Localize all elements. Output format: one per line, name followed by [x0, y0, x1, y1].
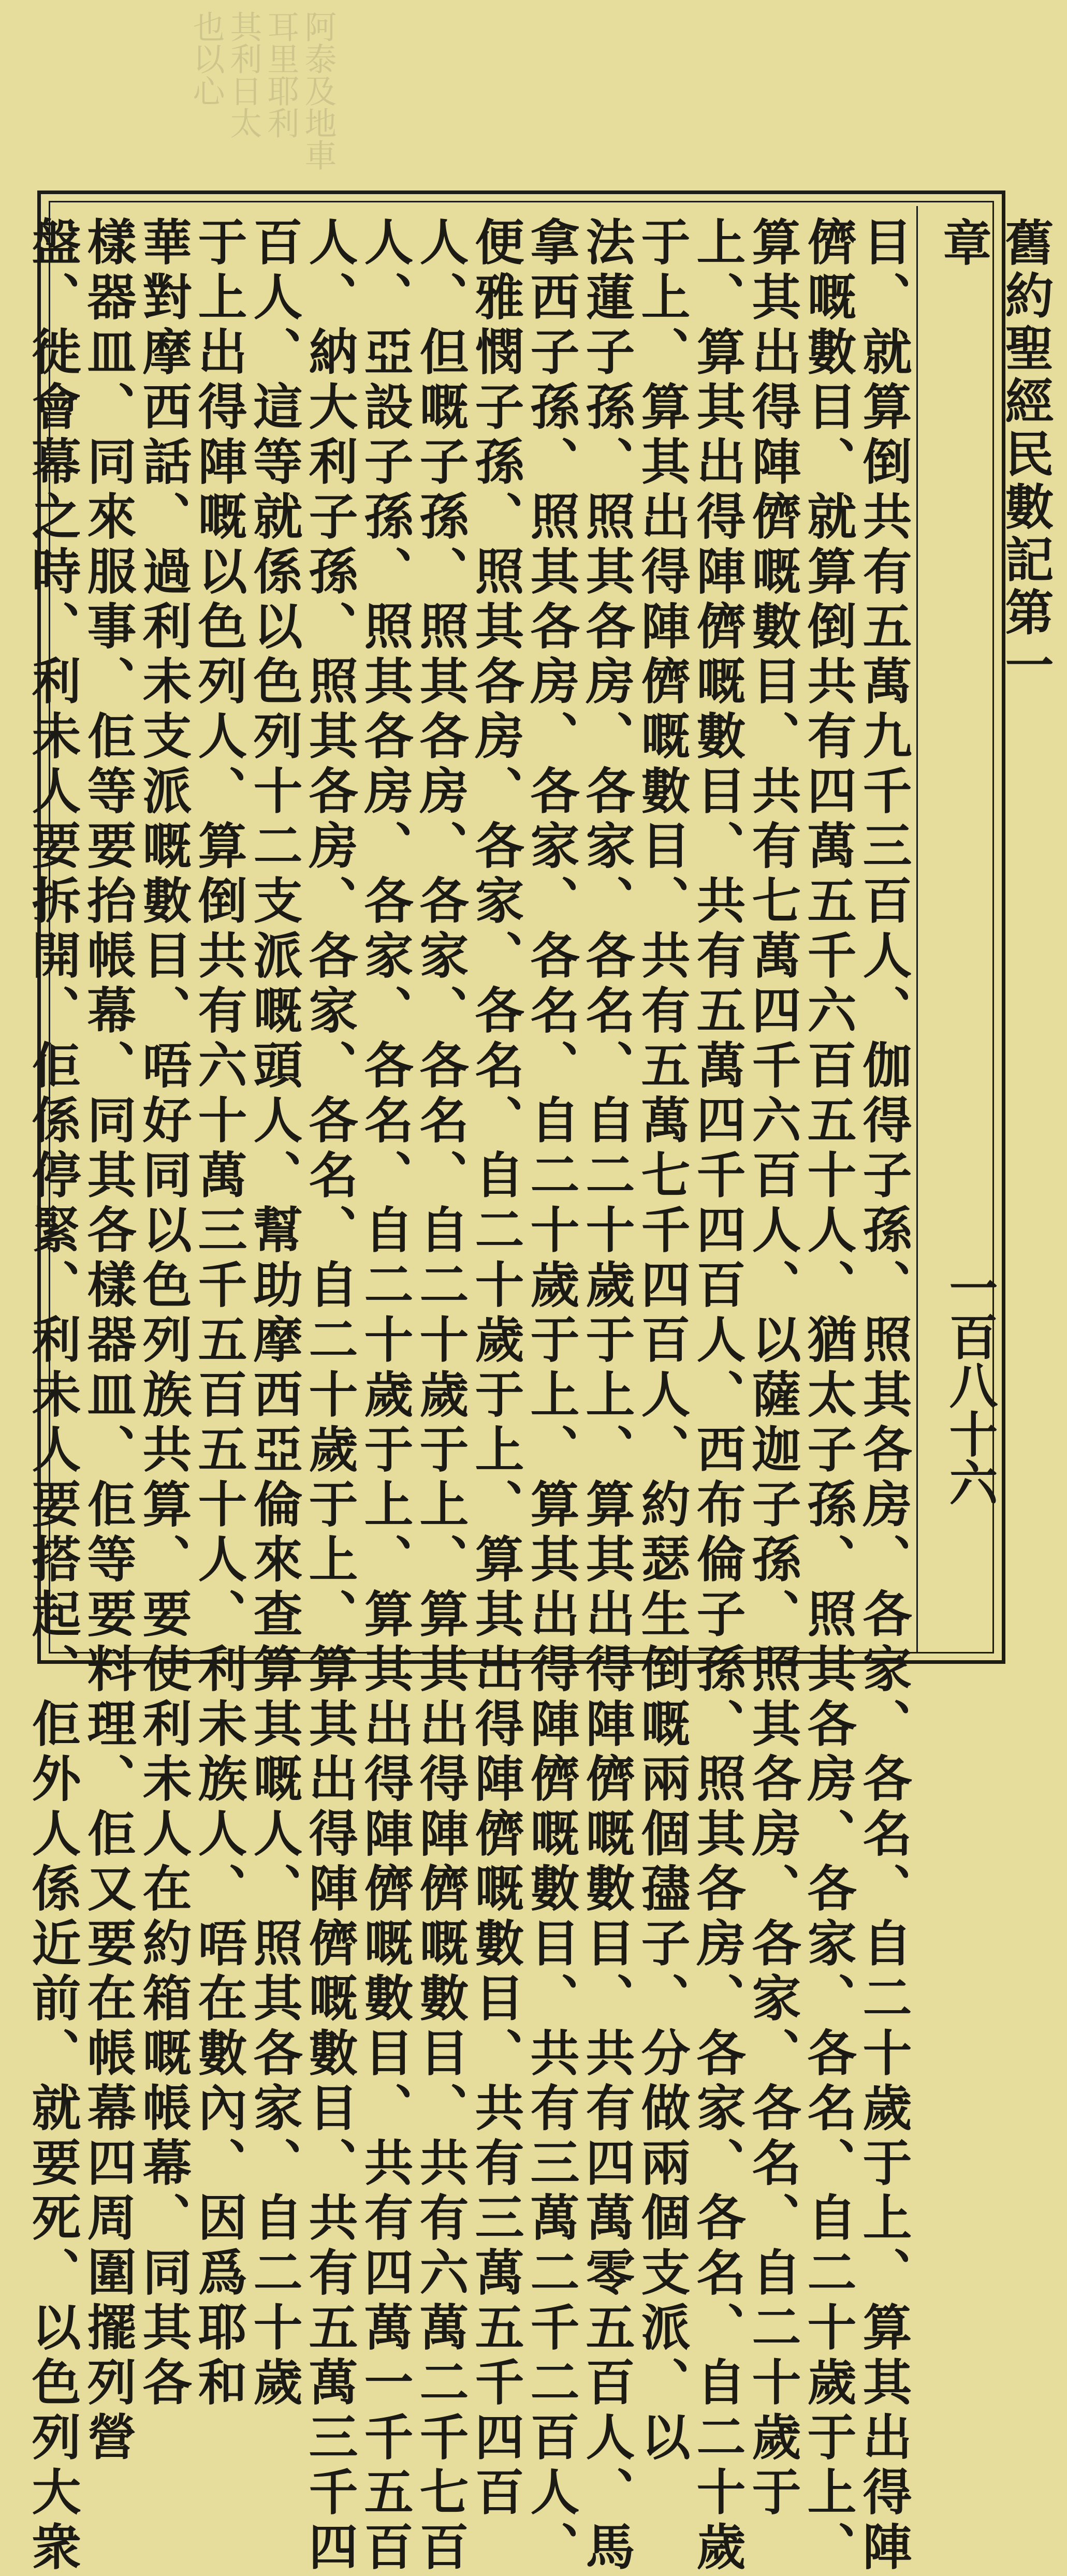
running-header [932, 217, 1056, 735]
text-column-16: 盤、徙會幕之時、利未人要拆開、佢係停緊、利未人要搭起、佢外人係近前、就要死、以色列大衆 [24, 216, 81, 2576]
text-column-10: 人、亞設子孫、照其各房、各家、各名、自二十歲于上、算其出得陣儕嘅數目、共有四萬一千五百 [356, 216, 414, 2576]
page-number: 一百八十六 [941, 1263, 998, 1506]
text-column-14: 華對摩西話、過利未支派嘅數目、唔好同以色列族共算、要使利未人在約箱嘅帳幕、同其各 [135, 216, 192, 2411]
chapter-title: 第一章 [934, 217, 1054, 693]
text-column-15: 樣器皿、同來服事、佢等要抬帳幕、同其各樣器皿、佢等要料理、佢又要在帳幕四周圍擺列營 [79, 216, 137, 2466]
text-column-6: 法蓮子孫、照其各房、各家、各名、自二十歲于上、算其出得陣儕嘅數目、共有四萬零五百人、馬 [578, 216, 635, 2576]
text-column-2: 儕嘅數目、就算倒共有四萬五千六百五十人、猶太子孫、照其各房、各家、各名、自二十歲于上、 [799, 216, 857, 2576]
text-column-5: 于上、算其出得陣儕嘅數目、共有五萬七千四百人、約瑟生倒嘅兩個孻子、分做兩個支派、以 [633, 216, 691, 2466]
body-text [24, 216, 912, 2576]
bleed-through-text: 阿泰及地車 耳里耶利 其利日太 也以心 [187, 10, 337, 171]
text-column-8: 便雅憫子孫、照其各房、各家、各名、自二十歲于上、算其出得陣儕嘅數目、共有三萬五千四百 [467, 216, 524, 2521]
book-title: 舊約聖經 [997, 217, 1054, 429]
text-column-7: 拿西子孫、照其各房、各家、各名、自二十歲于上、算其出得陣儕嘅數目、共有三萬二千二百人、 [522, 216, 580, 2576]
text-column-12: 百人、這等就係以色列十二支派嘅頭人、幫助摩西亞倫來查算其嘅人、照其各家、自二十歲 [245, 216, 303, 2411]
text-column-11: 人、納大利子孫、照其各房、各家、各名、自二十歲于上、算其出得陣儕嘅數目、共有五萬三千四 [301, 216, 358, 2576]
text-column-4: 上、算其出得陣儕嘅數目、共有五萬四千四百人、西布倫子孫、照其各房、各家、各名、自二十歲 [689, 216, 746, 2576]
text-column-1: 目、就算倒共有五萬九千三百人、伽得子孫、照其各房、各家、各名、自二十歲于上、算其出得陣 [855, 216, 912, 2576]
text-column-3: 算其出得陣儕嘅數目、共有七萬四千六百人、以薩迦子孫、照其各房、各家、各名、自二十歲于 [744, 216, 801, 2521]
text-column-13: 于上出得陣嘅以色列人、算倒共有六十萬三千五百五十人、利未族人、唔在數內、因爲耶和 [190, 216, 247, 2411]
section-title: 民數記 [997, 429, 1054, 587]
text-column-9: 人、但嘅子孫、照其各房、各家、各名、自二十歲于上、算其出得陣儕嘅數目、共有六萬二千七百 [412, 216, 469, 2576]
